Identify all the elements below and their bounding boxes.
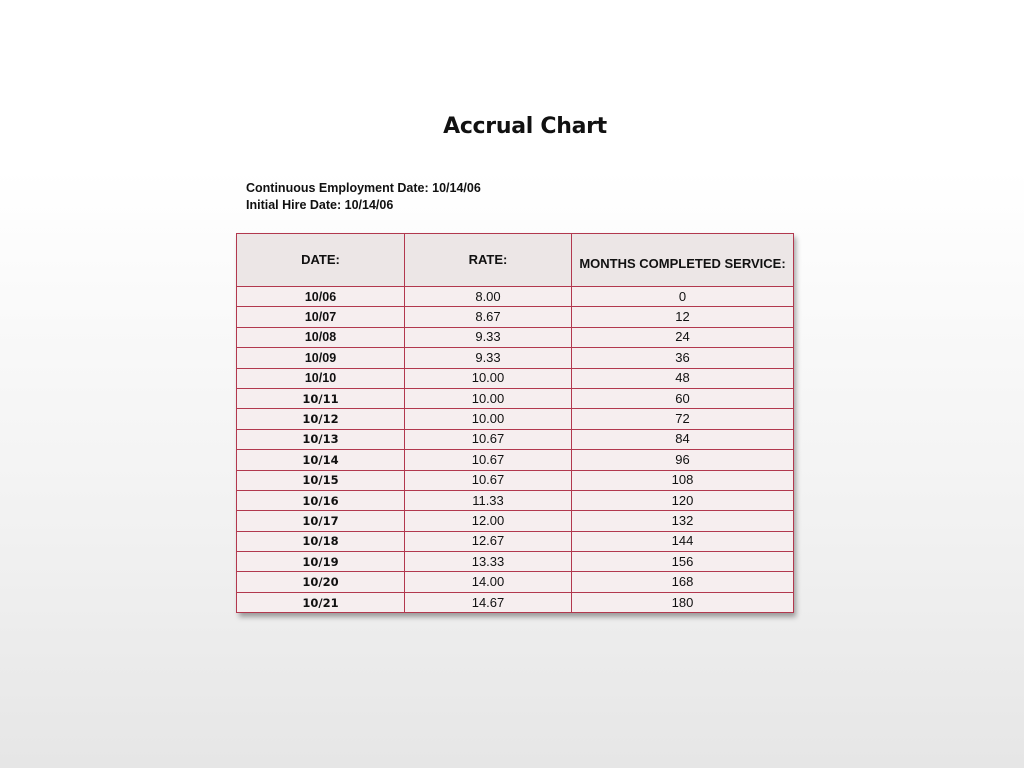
rate-cell: 14.67 [405,592,572,612]
rate-cell: 12.00 [405,511,572,531]
rate-cell: 10.67 [405,470,572,490]
months-cell: 180 [572,592,794,612]
date-cell: 10/21 [237,592,405,612]
months-cell: 60 [572,388,794,408]
date-cell: 10/18 [237,531,405,551]
table-row [237,450,794,470]
table-row [237,388,794,408]
accrual-table-container [236,233,793,613]
rate-cell: 14.00 [405,572,572,592]
table-row [237,592,794,612]
date-cell: 10/12 [237,409,405,429]
rate-cell: 10.00 [405,409,572,429]
rate-cell: 10.00 [405,388,572,408]
rate-cell: 13.33 [405,552,572,572]
months-cell: 0 [572,287,794,307]
table-row [237,552,794,572]
column-header-rate: RATE: [405,234,572,287]
table-body [237,287,794,613]
column-header-date: DATE: [237,234,405,287]
date-cell: 10/16 [237,490,405,510]
date-cell: 10/07 [237,307,405,327]
table-row [237,348,794,368]
date-cell: 10/11 [237,388,405,408]
date-cell: 10/20 [237,572,405,592]
rate-cell: 8.67 [405,307,572,327]
date-cell: 10/15 [237,470,405,490]
months-cell: 48 [572,368,794,388]
months-cell: 168 [572,572,794,592]
employment-info [246,180,481,214]
table-row [237,429,794,449]
months-cell: 24 [572,327,794,347]
table-row [237,490,794,510]
date-cell: 10/09 [237,348,405,368]
months-cell: 72 [572,409,794,429]
rate-cell: 8.00 [405,287,572,307]
table-row [237,307,794,327]
date-cell: 10/17 [237,511,405,531]
rate-cell: 12.67 [405,531,572,551]
page-title: Accrual Chart [443,114,607,139]
table-row [237,287,794,307]
date-cell: 10/10 [237,368,405,388]
table-row [237,368,794,388]
initial-hire-date: Initial Hire Date: 10/14/06 [246,198,394,212]
table-row [237,511,794,531]
table-row [237,572,794,592]
rate-cell: 11.33 [405,490,572,510]
accrual-table [236,233,794,613]
date-cell: 10/13 [237,429,405,449]
date-cell: 10/19 [237,552,405,572]
months-cell: 132 [572,511,794,531]
rate-cell: 9.33 [405,348,572,368]
months-cell: 108 [572,470,794,490]
rate-cell: 10.67 [405,429,572,449]
table-header-row [237,234,794,287]
months-cell: 84 [572,429,794,449]
table-row [237,531,794,551]
months-cell: 36 [572,348,794,368]
months-cell: 144 [572,531,794,551]
rate-cell: 10.00 [405,368,572,388]
date-cell: 10/08 [237,327,405,347]
column-header-months: MONTHS COMPLETED SERVICE: [572,234,794,287]
table-row [237,327,794,347]
date-cell: 10/14 [237,450,405,470]
date-cell: 10/06 [237,287,405,307]
table-row [237,470,794,490]
continuous-employment-date: Continuous Employment Date: 10/14/06 [246,181,481,195]
months-cell: 156 [572,552,794,572]
table-row [237,409,794,429]
months-cell: 12 [572,307,794,327]
months-cell: 120 [572,490,794,510]
months-cell: 96 [572,450,794,470]
rate-cell: 10.67 [405,450,572,470]
rate-cell: 9.33 [405,327,572,347]
